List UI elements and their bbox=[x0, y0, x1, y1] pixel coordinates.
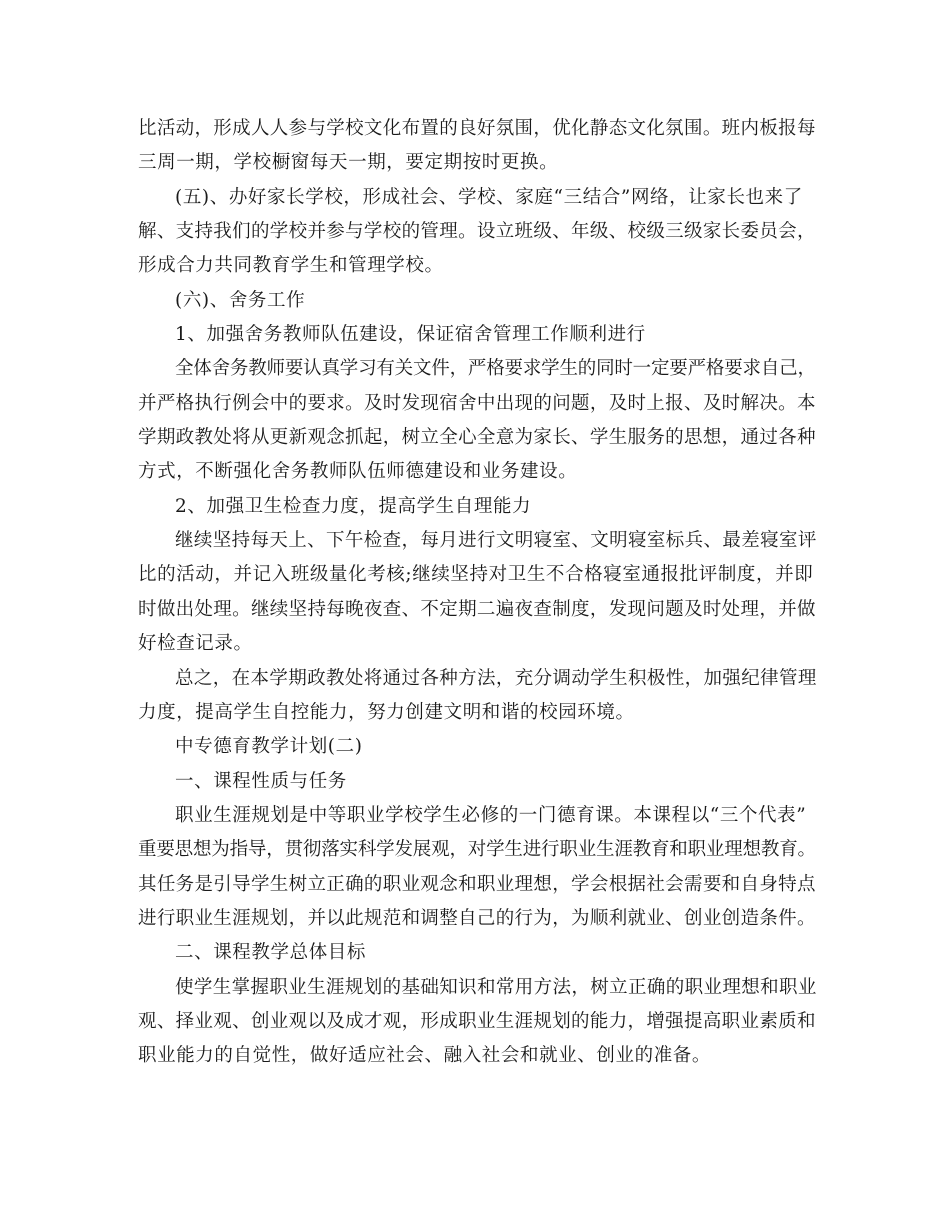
text-line: 使学生掌握职业生涯规划的基础知识和常用方法，树立正确的职业理想和职业 bbox=[175, 976, 817, 998]
text-line: 形成合力共同教育学生和管理学校。 bbox=[138, 255, 444, 277]
text-line: 职业能力的自觉性，做好适应社会、融入社会和就业、创业的准备。 bbox=[138, 1045, 712, 1067]
text-line: 总之，在本学期政教处将通过各种方法，充分调动学生积极性，加强纪律管理 bbox=[175, 667, 817, 689]
text-line: 重要思想为指导，贯彻落实科学发展观，对学生进行职业生涯教育和职业理想教育。 bbox=[138, 839, 816, 861]
text-line: 全体舍务教师要认真学习有关文件，严格要求学生的同时一定要严格要求自己， bbox=[175, 358, 816, 380]
text-line: 三周一期，学校橱窗每天一期，要定期按时更换。 bbox=[138, 152, 559, 174]
text-line: 二、课程教学总体目标 bbox=[175, 942, 367, 964]
text-line: 职业生涯规划是中等职业学校学生必修的一门德育课。本课程以“三个代表” bbox=[175, 804, 807, 826]
text-line: 进行职业生涯规划，并以此规范和调整自己的行为，为顺利就业、创业创造条件。 bbox=[138, 907, 816, 929]
text-line: 继续坚持每天上、下午检查，每月进行文明寝室、文明寝室标兵、最差寝室评 bbox=[175, 530, 817, 552]
text-line: 力度，提高学生自控能力，努力创建文明和谐的校园环境。 bbox=[138, 701, 635, 723]
text-line: 一、课程性质与任务 bbox=[175, 770, 347, 792]
document-body bbox=[138, 112, 818, 1074]
text-line: 学期政教处将从更新观念抓起，树立全心全意为家长、学生服务的思想，通过各种 bbox=[138, 427, 816, 449]
text-line: 好检查记录。 bbox=[138, 633, 253, 655]
text-line: 中专德育教学计划(二) bbox=[175, 736, 363, 758]
text-line: 其任务是引导学生树立正确的职业观念和职业理想，学会根据社会需要和自身特点 bbox=[138, 873, 816, 895]
text-line: 观、择业观、创业观以及成才观，形成职业生涯规划的能力，增强提高职业素质和 bbox=[138, 1010, 816, 1032]
text-line: 方式，不断强化舍务教师队伍师德建设和业务建设。 bbox=[138, 461, 578, 483]
text-line: 2、加强卫生检查力度，提高学生自理能力 bbox=[175, 495, 532, 517]
text-line: 比活动，形成人人参与学校文化布置的良好氛围，优化静态文化氛围。班内板报每 bbox=[138, 118, 816, 139]
text-line: 并严格执行例会中的要求。及时发现宿舍中出现的问题，及时上报、及时解决。本 bbox=[138, 392, 816, 414]
text-line: (五)、办好家长学校，形成社会、学校、家庭“三结合”网络，让家长也来了 bbox=[175, 186, 803, 208]
text-line: 解、支持我们的学校并参与学校的管理。设立班级、年级、校级三级家长委员会， bbox=[138, 221, 816, 243]
text-line: 1、加强舍务教师队伍建设，保证宿舍管理工作顺利进行 bbox=[175, 324, 646, 346]
text-line: 时做出处理。继续坚持每晚夜查、不定期二遍夜查制度，发现问题及时处理，并做 bbox=[138, 598, 816, 620]
text-line: (六)、舍务工作 bbox=[175, 289, 306, 311]
text-line: 比的活动，并记入班级量化考核;继续坚持对卫生不合格寝室通报批评制度，并即 bbox=[138, 564, 814, 586]
